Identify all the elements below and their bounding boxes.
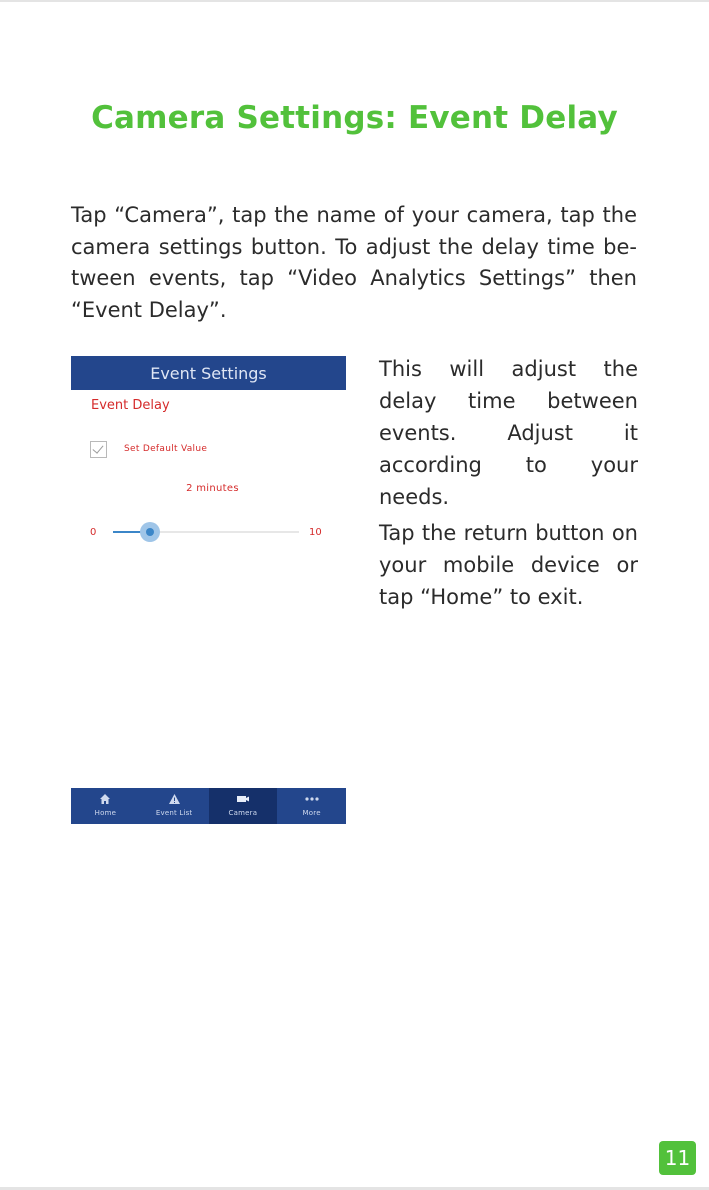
bottom-nav-bar xyxy=(71,788,346,824)
home-icon xyxy=(71,793,140,807)
event-delay-label: Event Delay xyxy=(91,398,170,413)
page-title: Camera Settings: Event Delay xyxy=(91,100,618,136)
side-instructions xyxy=(379,353,638,617)
nav-label-home: Home xyxy=(94,809,117,817)
delay-slider[interactable] xyxy=(113,531,299,533)
warning-icon xyxy=(140,793,209,807)
camera-icon xyxy=(209,793,278,807)
more-icon xyxy=(277,793,346,807)
default-value-checkbox[interactable] xyxy=(90,441,107,458)
nav-label-more: More xyxy=(302,809,321,817)
slider-thumb[interactable] xyxy=(140,522,160,542)
slider-max-label: 10 xyxy=(309,527,322,538)
side-paragraph-1: This will adjust the delay time between events. Adjust it according to your needs. xyxy=(379,357,638,509)
side-paragraph-2: Tap the return button on your mobile device or tap “Home” to exit. xyxy=(379,521,638,609)
top-divider xyxy=(0,0,709,2)
intro-paragraph: Tap “Camera”, tap the name of your camera, tap the camera settings button. To adjust the delay time be-tween events, tap “Video Analytics Settings” then “Event Delay”. xyxy=(71,203,637,322)
nav-label-camera: Camera xyxy=(228,809,258,817)
nav-item-camera[interactable] xyxy=(209,788,278,824)
app-screenshot xyxy=(71,356,346,826)
nav-item-more[interactable] xyxy=(277,788,346,824)
nav-label-event-list: Event List xyxy=(155,809,193,817)
default-value-label: Set Default Value xyxy=(124,444,208,454)
nav-item-home[interactable] xyxy=(71,788,140,824)
page-number-badge: 11 xyxy=(659,1141,696,1175)
slider-min-label: 0 xyxy=(90,527,97,538)
nav-item-event-list[interactable] xyxy=(140,788,209,824)
screen-header-title: Event Settings xyxy=(71,356,346,390)
delay-value-label: 2 minutes xyxy=(186,483,239,494)
